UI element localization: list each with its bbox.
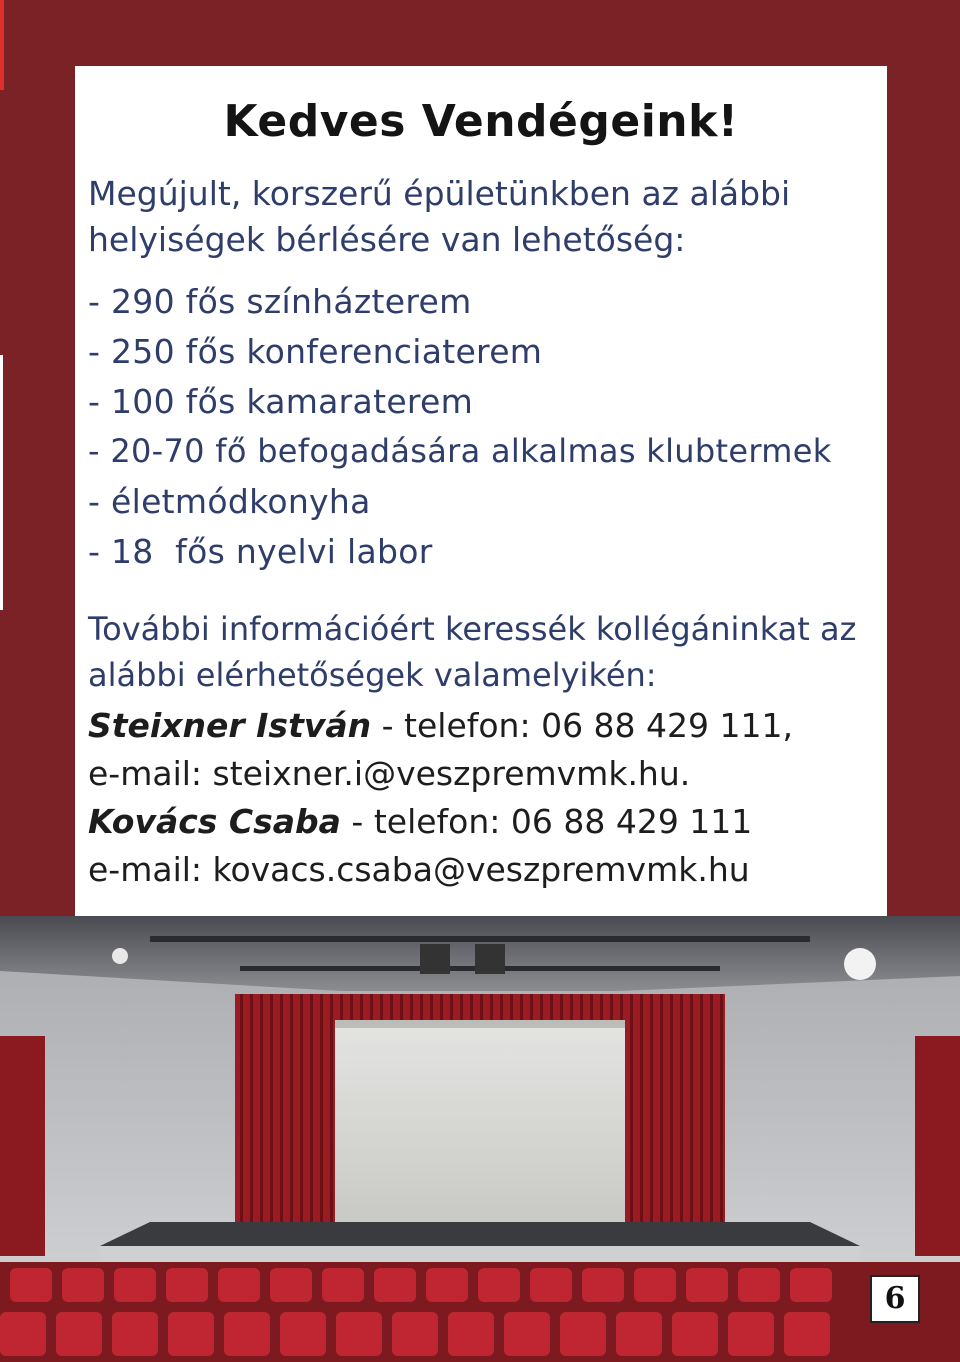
- edge-mark: [0, 0, 4, 90]
- intro-line: Megújult, korszerű épületünkben az alábbi: [88, 174, 791, 213]
- page-number: 6: [870, 1275, 920, 1323]
- room-item: - 18 fős nyelvi labor: [88, 532, 433, 571]
- contact-phone: - telefon: 06 88 429 111: [340, 802, 753, 841]
- room-item: - 290 fős színházterem: [88, 282, 472, 321]
- page-title: Kedves Vendégeink!: [223, 96, 739, 147]
- info-line: További információért keressék kollégáninkat az: [88, 610, 857, 648]
- intro-line: helyiségek bérlésére van lehetőség:: [88, 220, 686, 259]
- info-panel: [75, 66, 887, 916]
- room-item: - életmódkonyha: [88, 482, 371, 521]
- room-item: - 20-70 fő befogadására alkalmas klubtermek: [88, 432, 832, 470]
- theatre-photo: [0, 916, 960, 1362]
- info-line: alábbi elérhetőségek valamelyikén:: [88, 656, 657, 694]
- contact-line: [88, 706, 793, 745]
- contact-line: [88, 802, 752, 841]
- contact-phone: - telefon: 06 88 429 111,: [371, 706, 793, 745]
- edge-mark: [0, 355, 3, 610]
- contact-email: e-mail: kovacs.csaba@veszpremvmk.hu: [88, 850, 750, 889]
- room-item: - 250 fős konferenciaterem: [88, 332, 543, 371]
- contact-name: Steixner István: [88, 706, 372, 745]
- contact-name: Kovács Csaba: [88, 802, 341, 841]
- room-item: - 100 fős kamaraterem: [88, 382, 474, 421]
- contact-email: e-mail: steixner.i@veszpremvmk.hu.: [88, 754, 691, 793]
- theatre-hall-illustration: [0, 916, 960, 1362]
